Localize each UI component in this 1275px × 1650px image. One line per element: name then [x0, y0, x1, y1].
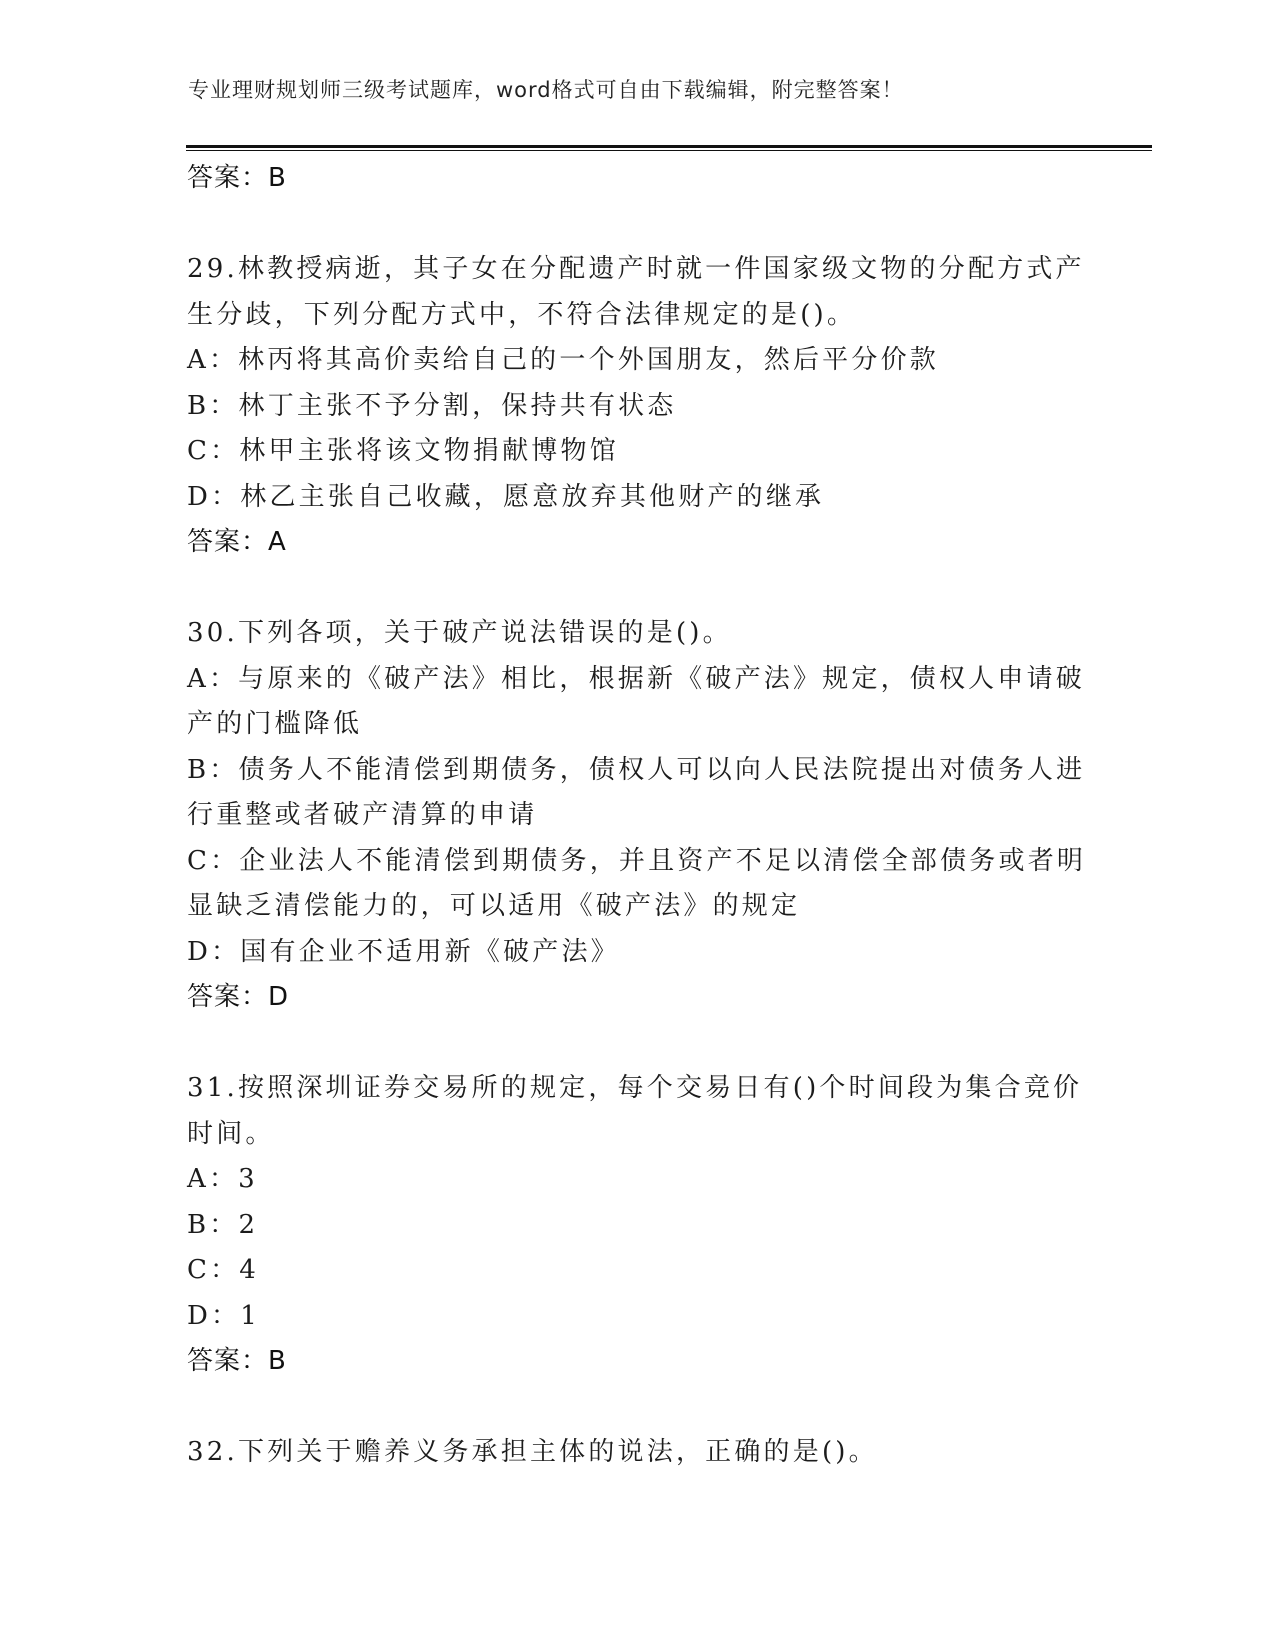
q30-option-b-line2: 行重整或者破产清算的申请: [187, 800, 538, 830]
q31-option-b: B：2: [187, 1209, 259, 1240]
question-30: [187, 611, 1087, 1021]
q29-option-d: D：林乙主张自己收藏，愿意放弃其他财产的继承: [187, 481, 825, 512]
q28-answer: 答案：B: [187, 163, 287, 193]
q29-option-a: A：林丙将其高价卖给自己的一个外国朋友，然后平分价款: [187, 345, 939, 375]
document-body: [187, 156, 1087, 1476]
header-rule-thick: [186, 145, 1152, 148]
q30-option-b-line1: B：债务人不能清偿到期债务，债权人可以向人民法院提出对债务人进: [187, 754, 1086, 785]
q30-option-c-line1: C：企业法人不能清偿到期债务，并且资产不足以清偿全部债务或者明: [187, 845, 1087, 876]
page-header: 专业理财规划师三级考试题库，word格式可自由下载编辑，附完整答案！: [188, 78, 904, 102]
q31-stem-line1: 31.按照深圳证券交易所的规定，每个交易日有()个时间段为集合竞价: [187, 1073, 1083, 1103]
q31-option-d: D：1: [187, 1300, 260, 1331]
q30-answer: 答案：D: [187, 982, 290, 1012]
q30-option-d: D：国有企业不适用新《破产法》: [187, 936, 620, 967]
q29-option-c: C：林甲主张将该文物捐献博物馆: [187, 436, 619, 466]
q29-stem-line2: 生分歧，下列分配方式中，不符合法律规定的是()。: [187, 299, 857, 330]
spacer: [187, 202, 1087, 248]
q31-option-c: C：4: [187, 1255, 260, 1285]
header-rule-thin: [186, 150, 1152, 151]
q31-option-a: A：3: [187, 1164, 258, 1194]
q30-option-a-line1: A：与原来的《破产法》相比，根据新《破产法》规定，债权人申请破: [187, 663, 1085, 694]
q31-stem-line2: 时间。: [187, 1118, 275, 1149]
q29-option-b: B：林丁主张不予分割，保持共有状态: [187, 390, 677, 421]
q30-stem: 30.下列各项，关于破产说法错误的是()。: [187, 618, 732, 648]
spacer: [187, 566, 1087, 612]
spacer: [187, 1021, 1087, 1067]
question-32: [187, 1430, 1087, 1476]
q32-stem: 32.下列关于赡养义务承担主体的说法，正确的是()。: [187, 1437, 878, 1467]
q29-answer: 答案：A: [187, 527, 287, 557]
q29-stem-line1: 29.林教授病逝，其子女在分配遗产时就一件国家级文物的分配方式产: [187, 254, 1085, 284]
q31-answer: 答案：B: [187, 1346, 287, 1376]
question-29: [187, 247, 1087, 566]
q30-option-a-line2: 产的门槛降低: [187, 709, 363, 739]
question-31: [187, 1066, 1087, 1385]
spacer: [187, 1385, 1087, 1431]
q30-option-c-line2: 显缺乏清偿能力的，可以适用《破产法》的规定: [187, 891, 801, 921]
